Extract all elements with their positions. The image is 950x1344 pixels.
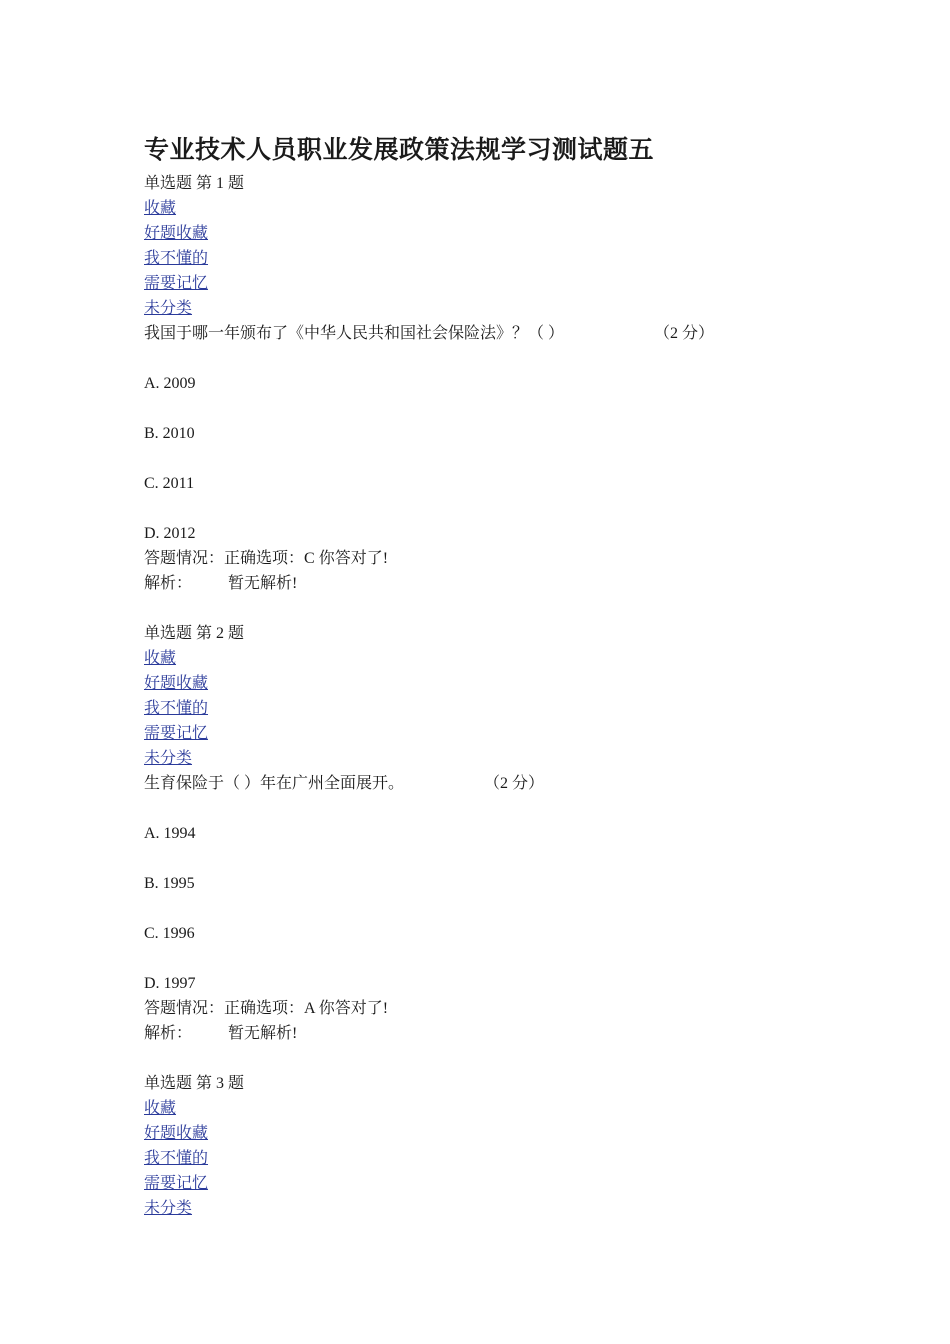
question-line (144, 771, 844, 796)
answer-result-label: 答题情况： (144, 1000, 225, 1017)
option-a[interactable]: A. 1994 (144, 825, 196, 842)
question-points: （2 分） (654, 325, 715, 342)
analysis-label: 解析： (144, 1025, 193, 1042)
question-block-3 (144, 1071, 844, 1221)
analysis-line (144, 1021, 844, 1046)
option-b[interactable]: B. 1995 (144, 875, 195, 892)
need-memorize-link[interactable]: 需要记忆 (144, 275, 209, 292)
analysis-line (144, 571, 844, 596)
answer-result-text: 正确选项：A 你答对了! (224, 1000, 389, 1017)
option-b[interactable]: B. 2010 (144, 425, 195, 442)
dont-understand-link[interactable]: 我不懂的 (144, 1150, 209, 1167)
question-text: 我国于哪一年颁布了《中华人民共和国社会保险法》？（ ） (144, 325, 565, 342)
answer-result (144, 996, 844, 1021)
option-c[interactable]: C. 1996 (144, 925, 195, 942)
analysis-label: 解析： (144, 575, 193, 592)
option-d[interactable]: D. 1997 (144, 975, 196, 992)
question-header: 单选题 第 1 题 (144, 175, 245, 192)
need-memorize-link[interactable]: 需要记忆 (144, 725, 209, 742)
option-c[interactable]: C. 2011 (144, 475, 195, 492)
analysis-text: 暂无解析! (228, 1025, 298, 1042)
document-page (144, 129, 844, 1221)
favorite-link[interactable]: 收藏 (144, 650, 177, 667)
answer-result-label: 答题情况： (144, 550, 225, 567)
question-block-2 (144, 621, 844, 1071)
favorite-link[interactable]: 收藏 (144, 1100, 177, 1117)
uncategorized-link[interactable]: 未分类 (144, 1200, 193, 1217)
dont-understand-link[interactable]: 我不懂的 (144, 250, 209, 267)
analysis-text: 暂无解析! (228, 575, 298, 592)
need-memorize-link[interactable]: 需要记忆 (144, 1175, 209, 1192)
uncategorized-link[interactable]: 未分类 (144, 300, 193, 317)
option-a[interactable]: A. 2009 (144, 375, 196, 392)
good-question-link[interactable]: 好题收藏 (144, 1125, 209, 1142)
uncategorized-link[interactable]: 未分类 (144, 750, 193, 767)
option-d[interactable]: D. 2012 (144, 525, 196, 542)
question-line (144, 321, 844, 346)
question-header: 单选题 第 3 题 (144, 1075, 245, 1092)
page-title: 专业技术人员职业发展政策法规学习测试题五 (144, 135, 655, 164)
dont-understand-link[interactable]: 我不懂的 (144, 700, 209, 717)
question-text: 生育保险于（ ）年在广州全面展开。 (144, 775, 405, 792)
favorite-link[interactable]: 收藏 (144, 200, 177, 217)
good-question-link[interactable]: 好题收藏 (144, 675, 209, 692)
answer-result-text: 正确选项：C 你答对了! (224, 550, 389, 567)
answer-result (144, 546, 844, 571)
good-question-link[interactable]: 好题收藏 (144, 225, 209, 242)
question-header: 单选题 第 2 题 (144, 625, 245, 642)
question-points: （2 分） (484, 775, 545, 792)
question-block-1 (144, 171, 844, 621)
